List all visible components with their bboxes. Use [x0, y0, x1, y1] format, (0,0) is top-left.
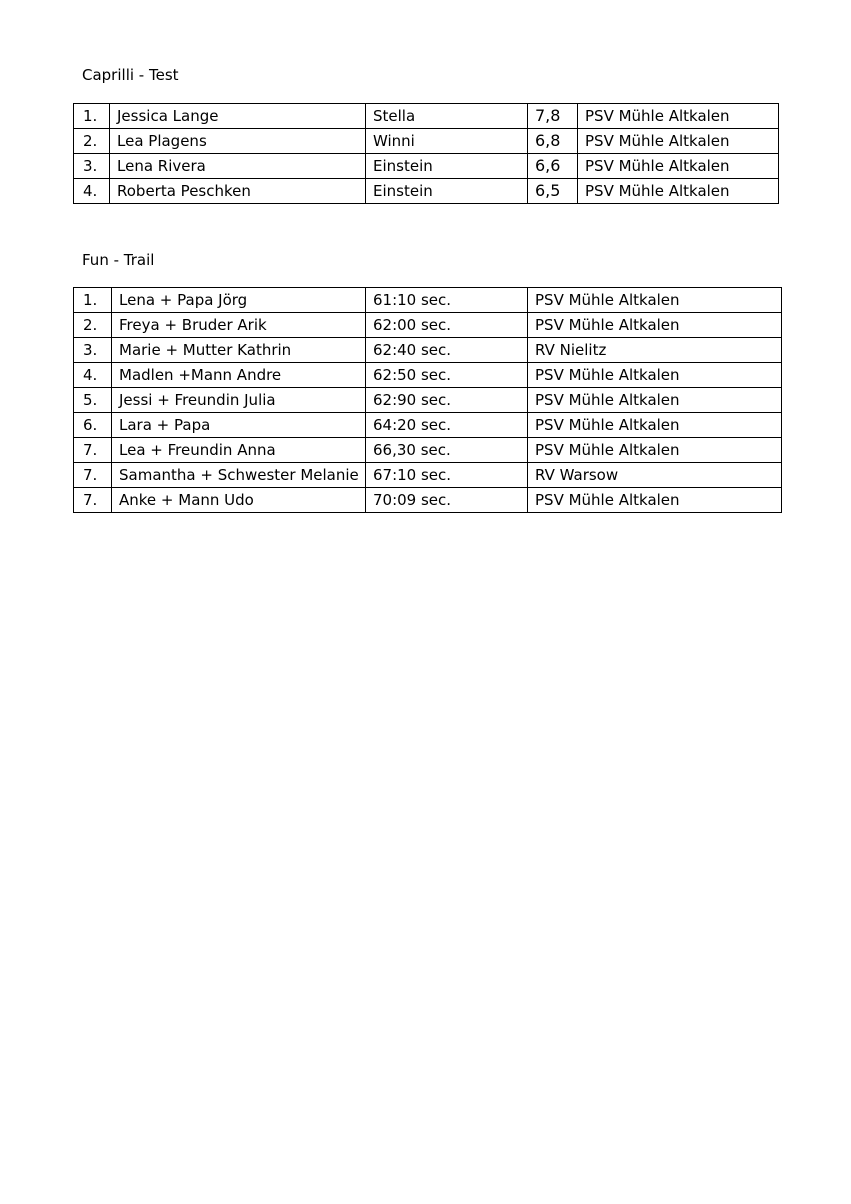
time-cell: 61:10 sec.: [366, 288, 528, 313]
horse-cell: Einstein: [366, 154, 528, 179]
table-row: [74, 488, 782, 513]
team-cell: Madlen +Mann Andre: [112, 363, 366, 388]
club-cell: PSV Mühle Altkalen: [578, 104, 779, 129]
time-cell: 67:10 sec.: [366, 463, 528, 488]
team-cell: Anke + Mann Udo: [112, 488, 366, 513]
table-row: [74, 338, 782, 363]
team-cell: Jessi + Freundin Julia: [112, 388, 366, 413]
rider-cell: Roberta Peschken: [110, 179, 366, 204]
club-cell: PSV Mühle Altkalen: [528, 313, 782, 338]
rank-cell: 4.: [74, 363, 112, 388]
score-cell: 7,8: [528, 104, 578, 129]
club-cell: PSV Mühle Altkalen: [528, 363, 782, 388]
table-row: [74, 313, 782, 338]
time-cell: 66,30 sec.: [366, 438, 528, 463]
time-cell: 64:20 sec.: [366, 413, 528, 438]
club-cell: RV Nielitz: [528, 338, 782, 363]
time-cell: 62:90 sec.: [366, 388, 528, 413]
team-cell: Lena + Papa Jörg: [112, 288, 366, 313]
rank-cell: 3.: [74, 154, 110, 179]
team-cell: Freya + Bruder Arik: [112, 313, 366, 338]
time-cell: 62:40 sec.: [366, 338, 528, 363]
rank-cell: 4.: [74, 179, 110, 204]
rider-cell: Lena Rivera: [110, 154, 366, 179]
team-cell: Lara + Papa: [112, 413, 366, 438]
rank-cell: 2.: [74, 129, 110, 154]
time-cell: 62:00 sec.: [366, 313, 528, 338]
score-cell: 6,8: [528, 129, 578, 154]
rank-cell: 7.: [74, 463, 112, 488]
table-row: [74, 363, 782, 388]
horse-cell: Winni: [366, 129, 528, 154]
club-cell: PSV Mühle Altkalen: [578, 129, 779, 154]
table-row: [74, 438, 782, 463]
table-row: [74, 104, 779, 129]
section-title-fun-trail: Fun - Trail: [82, 251, 155, 269]
score-cell: 6,6: [528, 154, 578, 179]
club-cell: PSV Mühle Altkalen: [578, 179, 779, 204]
table-row: [74, 129, 779, 154]
rank-cell: 3.: [74, 338, 112, 363]
club-cell: PSV Mühle Altkalen: [528, 413, 782, 438]
table-row: [74, 463, 782, 488]
rank-cell: 1.: [74, 288, 112, 313]
club-cell: PSV Mühle Altkalen: [528, 288, 782, 313]
rank-cell: 5.: [74, 388, 112, 413]
rank-cell: 7.: [74, 488, 112, 513]
table-row: [74, 179, 779, 204]
section-title-caprilli: Caprilli - Test: [82, 66, 179, 84]
rank-cell: 6.: [74, 413, 112, 438]
table-row: [74, 388, 782, 413]
score-cell: 6,5: [528, 179, 578, 204]
horse-cell: Stella: [366, 104, 528, 129]
rank-cell: 2.: [74, 313, 112, 338]
rank-cell: 7.: [74, 438, 112, 463]
club-cell: PSV Mühle Altkalen: [528, 438, 782, 463]
team-cell: Marie + Mutter Kathrin: [112, 338, 366, 363]
team-cell: Samantha + Schwester Melanie: [112, 463, 366, 488]
rider-cell: Lea Plagens: [110, 129, 366, 154]
fun-trail-results-table: [73, 287, 782, 513]
caprilli-results-table: [73, 103, 779, 204]
table-row: [74, 288, 782, 313]
club-cell: PSV Mühle Altkalen: [578, 154, 779, 179]
rank-cell: 1.: [74, 104, 110, 129]
club-cell: PSV Mühle Altkalen: [528, 388, 782, 413]
time-cell: 62:50 sec.: [366, 363, 528, 388]
club-cell: PSV Mühle Altkalen: [528, 488, 782, 513]
rider-cell: Jessica Lange: [110, 104, 366, 129]
team-cell: Lea + Freundin Anna: [112, 438, 366, 463]
club-cell: RV Warsow: [528, 463, 782, 488]
time-cell: 70:09 sec.: [366, 488, 528, 513]
table-row: [74, 413, 782, 438]
horse-cell: Einstein: [366, 179, 528, 204]
table-row: [74, 154, 779, 179]
